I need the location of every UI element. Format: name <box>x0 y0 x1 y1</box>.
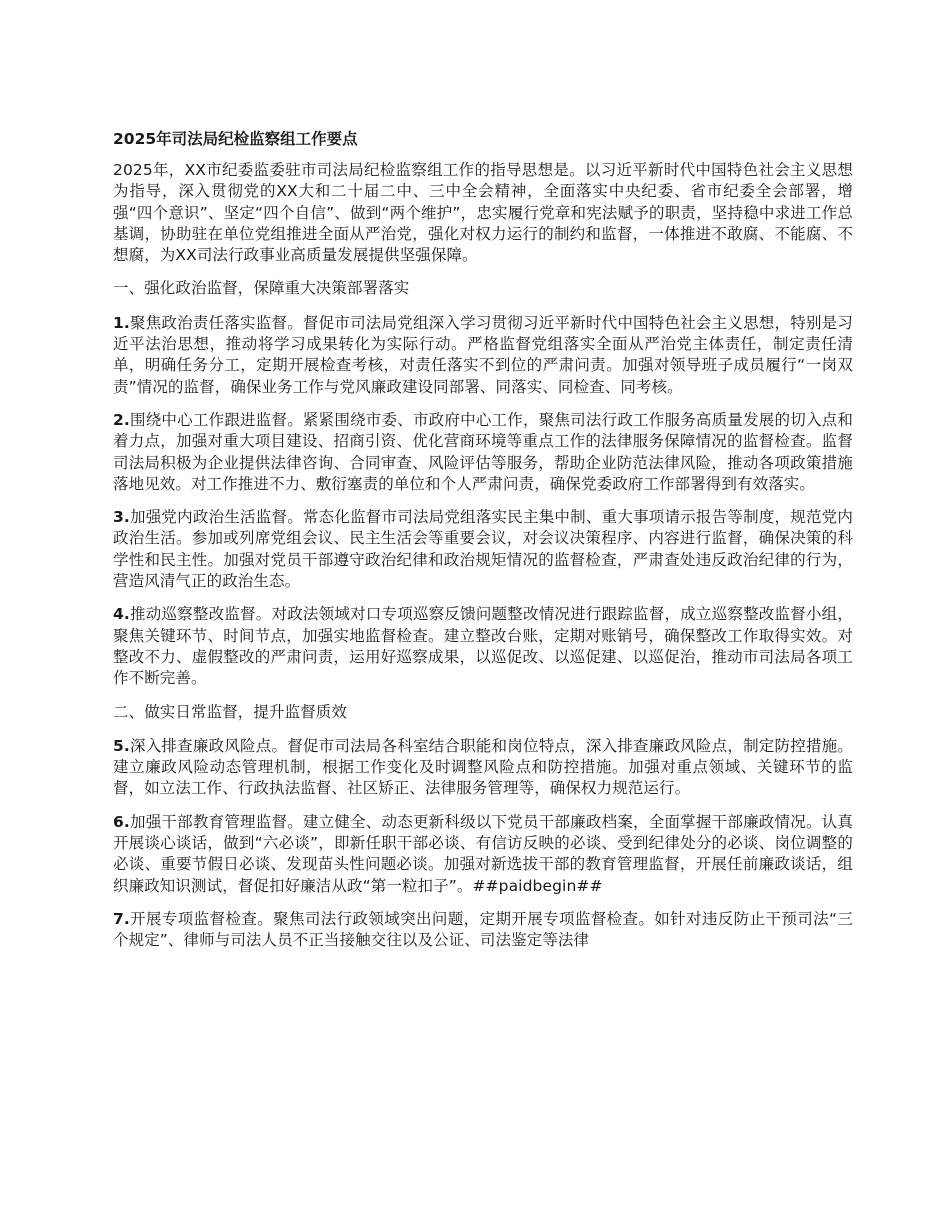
item-number: 7. <box>113 909 130 928</box>
item-number: 6. <box>113 812 130 831</box>
item-text: 围绕中心工作跟进监督。紧紧围绕市委、市政府中心工作，聚焦司法行政工作服务高质量发展的切入点和着力点，加强对重大项目建设、招商引资、优化营商环境等重点工作的法律服务保障情况的监督检查。监督司法局积极为企业提供法律咨询、合同审查、风险评估等服务，帮助企业防范法律风险，推动各项政策措施落地见效。对工作推进不力、敷衍塞责的单位和个人严肃问责，确保党委政府工作部署得到有效落实。 <box>113 410 853 493</box>
list-item <box>113 736 853 800</box>
item-number: 3. <box>113 508 130 527</box>
item-text: 深入排查廉政风险点。督促市司法局各科室结合职能和岗位特点，深入排查廉政风险点，制定防控措施。建立廉政风险动态管理机制，根据工作变化及时调整风险点和防控措施。加强对重点领域、关键环节的监督，如立法工作、行政执法监督、社区矫正、法律服务管理等，确保权力规范运行。 <box>113 736 853 798</box>
item-text: 开展专项监督检查。聚焦司法行政领域突出问题，定期开展专项监督检查。如针对违反防止干预司法“三个规定”、律师与司法人员不正当接触交往以及公证、司法鉴定等法律 <box>113 909 853 950</box>
document-title: 2025年司法局纪检监察组工作要点 <box>113 130 358 148</box>
list-item <box>113 410 853 495</box>
item-text: 聚焦政治责任落实监督。督促市司法局党组深入学习贯彻习近平新时代中国特色社会主义思想，特别是习近平法治思想，推动将学习成果转化为实际行动。严格监督党组落实全面从严治党主体责任，制定责任清单，明确任务分工，定期开展检查考核，对责任落实不到位的严肃问责。加强对领导班子成员履行“一岗双责”情况的监督，确保业务工作与党风廉政建设同部署、同落实、同检查、同考核。 <box>113 313 853 396</box>
item-text: 加强干部教育管理监督。建立健全、动态更新科级以下党员干部廉政档案，全面掌握干部廉政情况。认真开展谈心谈话，做到“六必谈”，即新任职干部必谈、有信访反映的必谈、受到纪律处分的必谈、岗位调整的必谈、重要节假日必谈、发现苗头性问题必谈。加强对新选拔干部的教育管理监督，开展任前廉政谈话，组织廉政知识测试，督促扣好廉洁从政“第一粒扣子”。##paidbegin## <box>113 812 853 895</box>
item-text: 推动巡察整改监督。对政法领域对口专项巡察反馈问题整改情况进行跟踪监督，成立巡察整改监督小组，聚焦关键环节、时间节点，加强实地监督检查。建立整改台账，定期对账销号，确保整改工作取得实效。对整改不力、虚假整改的严肃问责，运用好巡察成果，以巡促改、以巡促建、以巡促治，推动市司法局各项工作不断完善。 <box>113 605 853 688</box>
item-number: 4. <box>113 605 130 624</box>
item-number: 5. <box>113 736 130 755</box>
list-item <box>113 812 853 897</box>
intro-paragraph: 2025年，XX市纪委监委驻市司法局纪检监察组工作的指导思想是。以习近平新时代中国特色社会主义思想为指导，深入贯彻党的XX大和二十届二中、三中全会精神，全面落实中央纪委、省市纪委全会部署，增强“四个意识”、坚定“四个自信”、做到“两个维护”，忠实履行党章和宪法赋予的职责，坚持稳中求进工作总基调，协助驻在单位党组推进全面从严治党，强化对权力运行的制约和监督，一体推进不敢腐、不能腐、不想腐，为XX司法行政事业高质量发展提供坚强保障。 <box>113 161 853 265</box>
list-item <box>113 507 853 592</box>
section-heading-1: 一、强化政治监督，保障重大决策部署落实 <box>113 279 410 298</box>
list-item <box>113 313 853 398</box>
section-heading-2: 二、做实日常监督，提升监督质效 <box>113 702 348 721</box>
item-text: 加强党内政治生活监督。常态化监督市司法局党组落实民主集中制、重大事项请示报告等制度，规范党内政治生活。参加或列席党组会议、民主生活会等重要会议，对会议决策程序、内容进行监督，确保决策的科学性和民主性。加强对党员干部遵守政治纪律和政治规矩情况的监督检查，严肃查处违反政治纪律的行为，营造风清气正的政治生态。 <box>113 508 853 591</box>
document-page <box>113 128 853 964</box>
list-item <box>113 909 853 952</box>
item-number: 1. <box>113 313 130 332</box>
item-number: 2. <box>113 410 130 429</box>
list-item <box>113 604 853 689</box>
